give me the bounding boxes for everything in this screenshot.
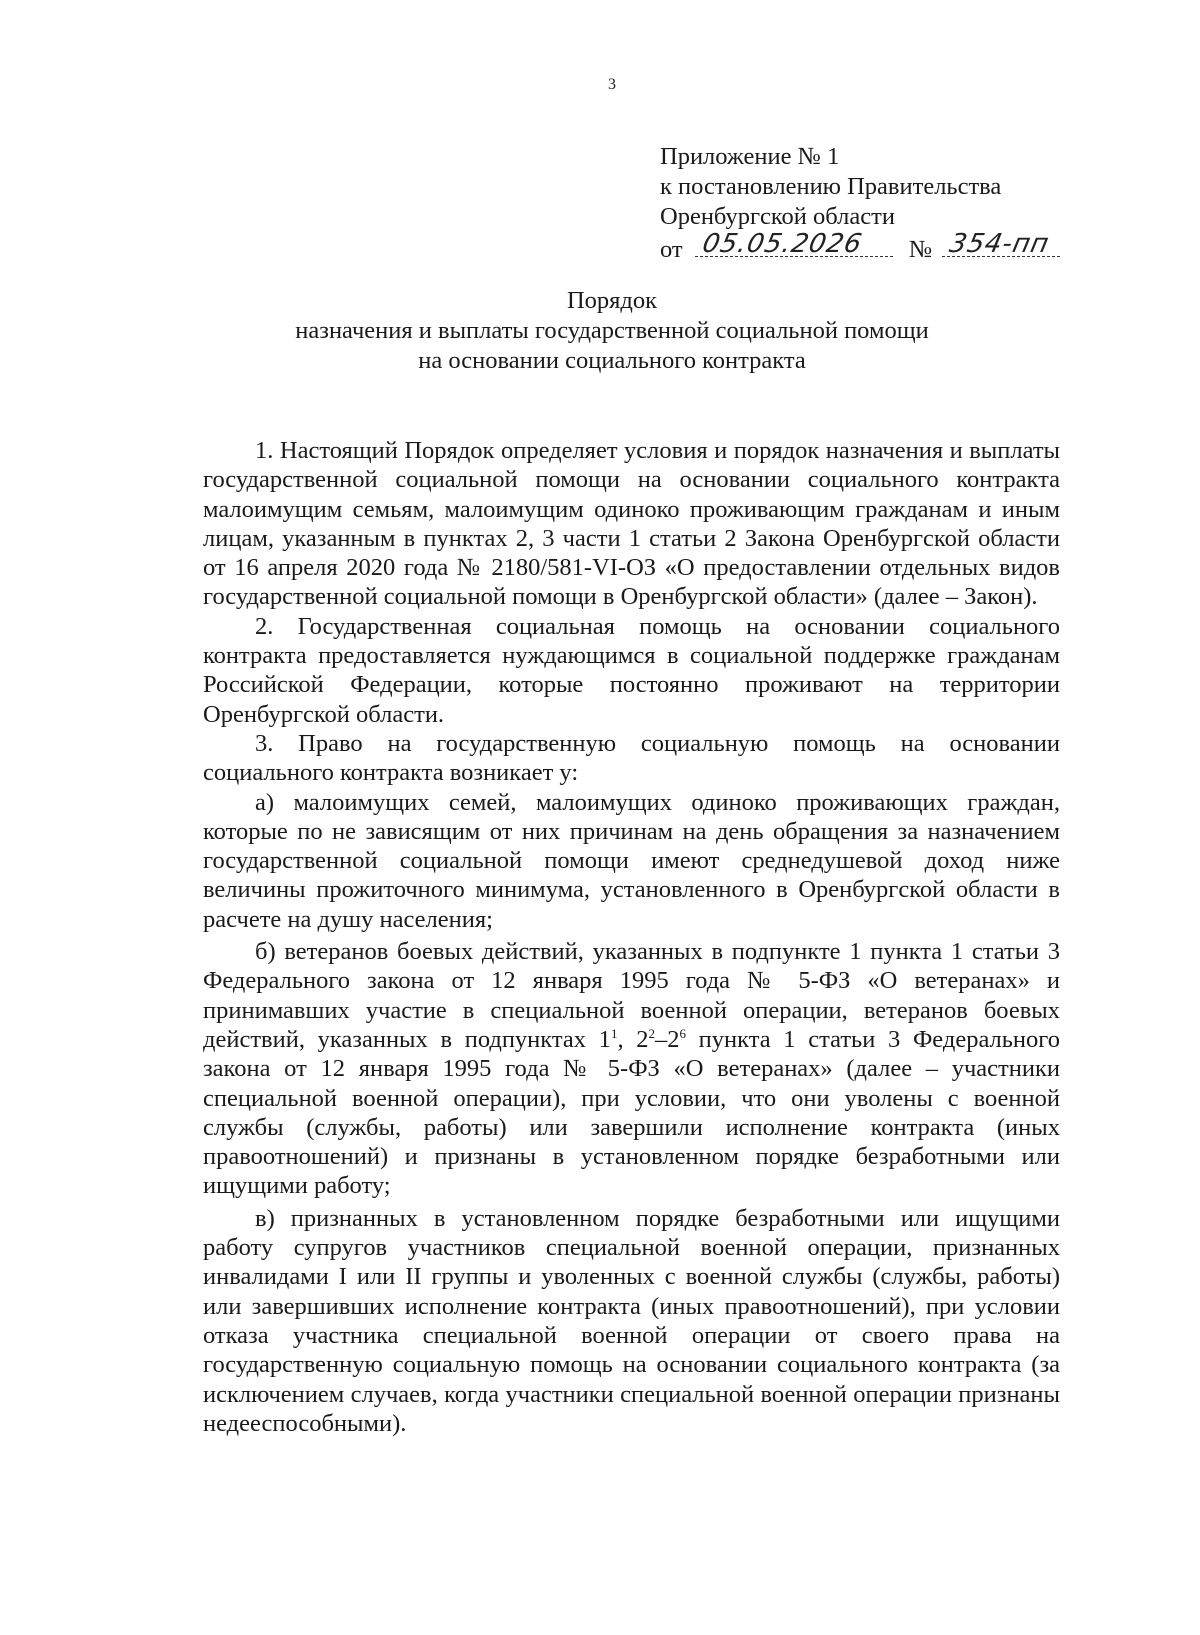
title-line-1: Порядок: [566, 287, 658, 314]
paragraph-2: 2. Государственная социальная помощь на основании социального контракта предоставляется нуждающимся в социальной поддержке гражданам Российской Федерации, которые постоянно проживают на территории Оренбургской области.: [203, 612, 1060, 728]
title-line-2: назначения и выплаты государственной социальной помощи: [295, 317, 929, 344]
appendix-line-2: к постановлению Правительства: [660, 173, 1002, 200]
paragraph-3a: а) малоимущих семей, малоимущих одиноко проживающих граждан, которые по не зависящим от них причинам на день обращения за назначением государственной социальной помощи имеют среднедушевой доход ниже величины прожиточного минимума, установленного в Оренбургской области в расчете на душу населения;: [203, 788, 1060, 933]
paragraph-3b-text-2: , 2: [617, 1025, 649, 1053]
document-title: [0, 286, 1200, 376]
paragraph-3b: [203, 937, 1060, 1201]
paragraph-1: 1. Настоящий Порядок определяет условия и порядок назначения и выплаты государственной социальной помощи на основании социального контракта малоимущим семьям, малоимущим одиноко проживающим гражданам и иным лицам, указанным в пунктах 2, 3 части 1 статьи 2 Закона Оренбургской области от 16 апреля 2020 года № 2180/581-VI-ОЗ «О предоставлении отдельных видов государственной социальной помощи в Оренбургской области» (далее – Закон).: [203, 437, 1060, 611]
superscript-2: 2: [648, 1025, 655, 1041]
paragraph-3b-text-3: –2: [655, 1025, 680, 1053]
title-line-3: на основании социального контракта: [418, 347, 806, 374]
appendix-line-3: Оренбургской области: [660, 203, 895, 230]
number-label: №: [908, 236, 933, 263]
superscript-6: 6: [679, 1025, 686, 1041]
appendix-block: [660, 142, 1060, 262]
appendix-date-number-line: [660, 229, 1060, 263]
page-number: 3: [608, 76, 616, 93]
handwritten-number: 354-пп: [947, 229, 1053, 259]
date-blank: [695, 229, 893, 259]
paragraph-3: 3. Право на государственную социальную помощь на основании социального контракта возникает у:: [203, 729, 1060, 787]
paragraph-3b-text-1: б) ветеранов боевых действий, указанных в подпункте 1 пункта 1 статьи 3 Федерального закона от 12 января 1995 года № 5-ФЗ «О ветеранах» и принимавших участие в специальной военной операции, ветеранов боевых действий, указанных в подпунктах 1: [203, 938, 1060, 1053]
paragraph-3b-text-4: пункта 1 статьи 3 Федерального закона от 12 января 1995 года № 5-ФЗ «О ветеранах» (далее – участники специальной военной операции), при условии, что они уволены с военной службы (службы, работы) или завершили исполнение контракта (иных правоотношений) и признаны в установленном порядке безработными или ищущими работу;: [203, 1025, 1060, 1200]
appendix-line-1: Приложение № 1: [660, 143, 840, 170]
paragraph-3v: в) признанных в установленном порядке безработными или ищущими работу супругов участников специальной военной операции, признанных инвалидами I или II группы и уволенных с военной службы (службы, работы) или завершивших исполнение контракта (иных правоотношений), при условии отказа участника специальной военной операции от своего права на государственную социальную помощь на основании социального контракта (за исключением случаев, когда участники специальной военной операции признаны недееспособными).: [203, 1204, 1060, 1437]
document-body: [203, 436, 1060, 1438]
number-blank: [942, 229, 1060, 259]
handwritten-date: 05.05.2026: [699, 229, 865, 259]
superscript-1: 1: [610, 1025, 618, 1041]
from-label: от: [660, 236, 683, 263]
